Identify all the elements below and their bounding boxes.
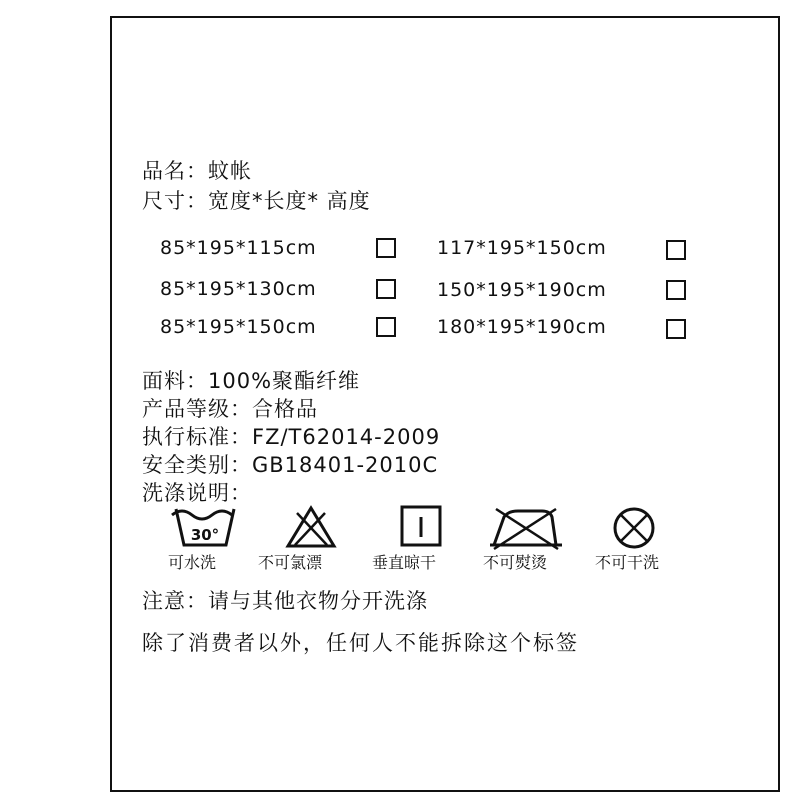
size-checkbox-3[interactable] — [376, 279, 396, 299]
care-label-no-iron: 不可熨烫 — [483, 553, 548, 572]
size-option-3: 85*195*130cm — [160, 278, 317, 300]
attention-note: 注意：请与其他衣物分开洗涤 — [142, 589, 428, 613]
product-name-value: 蚊帐 — [208, 159, 252, 183]
no-dryclean-icon — [611, 505, 657, 551]
safety-row — [142, 452, 438, 478]
no-bleach-icon — [285, 505, 337, 549]
care-label-no-bleach: 不可氯漂 — [258, 553, 323, 572]
label-warning: 除了消费者以外，任何人不能拆除这个标签 — [142, 631, 579, 655]
fabric-value: 100%聚酯纤维 — [208, 369, 361, 393]
line-dry-icon — [400, 505, 442, 547]
size-option-6: 180*195*190cm — [437, 316, 607, 338]
size-checkbox-5[interactable] — [376, 317, 396, 337]
standard-value: FZ/T62014-2009 — [252, 425, 441, 449]
size-row — [142, 188, 371, 214]
fabric-label: 面料： — [142, 369, 208, 393]
standard-row — [142, 424, 440, 450]
grade-row — [142, 396, 318, 422]
wash-30-icon — [170, 505, 240, 551]
wash-temp-text: 30° — [190, 526, 220, 544]
size-checkbox-2[interactable] — [666, 240, 686, 260]
size-checkbox-6[interactable] — [666, 319, 686, 339]
size-label: 尺寸： — [142, 189, 208, 213]
care-label-line-dry: 垂直晾干 — [372, 553, 437, 572]
product-name-row — [142, 158, 252, 184]
safety-value: GB18401-2010C — [252, 453, 439, 477]
size-option-2: 117*195*150cm — [437, 237, 607, 259]
size-checkbox-4[interactable] — [666, 280, 686, 300]
size-option-4: 150*195*190cm — [437, 279, 607, 301]
size-value: 宽度*长度* 高度 — [208, 189, 371, 213]
size-checkbox-1[interactable] — [376, 238, 396, 258]
safety-label: 安全类别： — [142, 453, 252, 477]
product-name-label: 品名： — [142, 159, 208, 183]
fabric-row — [142, 368, 360, 394]
standard-label: 执行标准： — [142, 425, 252, 449]
care-label-wash: 可水洗 — [168, 553, 217, 572]
no-iron-icon — [490, 505, 562, 551]
care-label-no-dryclean: 不可干洗 — [595, 553, 660, 572]
size-option-5: 85*195*150cm — [160, 316, 317, 338]
grade-label: 产品等级： — [142, 397, 252, 421]
size-option-1: 85*195*115cm — [160, 237, 317, 259]
wash-instructions-heading: 洗涤说明： — [142, 481, 252, 505]
grade-value: 合格品 — [252, 397, 318, 421]
